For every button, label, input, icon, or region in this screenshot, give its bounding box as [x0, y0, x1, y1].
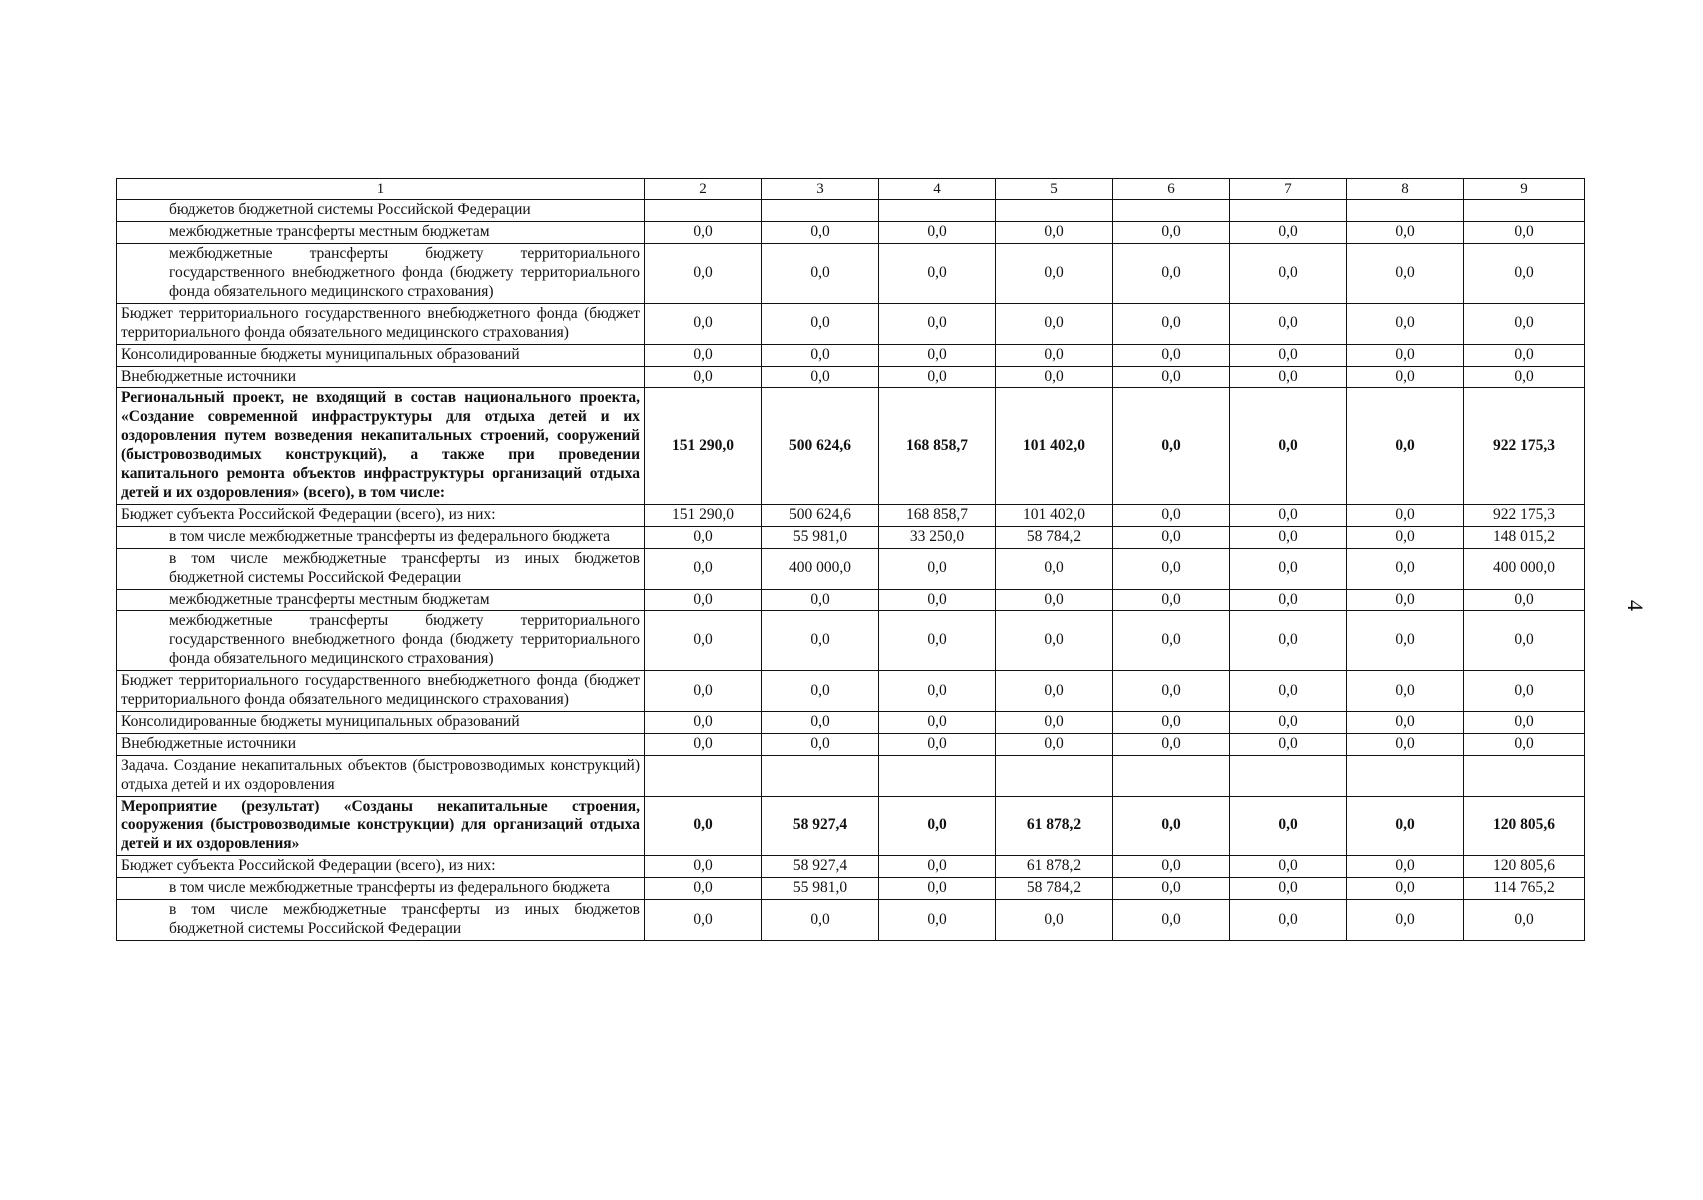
value-cell: 0,0 [996, 303, 1113, 344]
value-cell: 0,0 [996, 711, 1113, 733]
value-cell: 0,0 [1347, 222, 1464, 244]
value-cell: 0,0 [1464, 222, 1585, 244]
value-cell: 61 878,2 [996, 796, 1113, 856]
value-cell: 0,0 [879, 733, 996, 755]
value-cell: 0,0 [645, 733, 762, 755]
row-label: Консолидированные бюджеты муниципальных образований [117, 711, 645, 733]
value-cell: 0,0 [1113, 611, 1230, 671]
value-cell: 0,0 [1347, 548, 1464, 589]
value-cell: 0,0 [879, 611, 996, 671]
value-cell: 0,0 [1347, 711, 1464, 733]
value-cell: 0,0 [879, 222, 996, 244]
row-label: в том числе межбюджетные трансферты из иных бюджетов бюджетной системы Российской Федерации [117, 900, 645, 941]
value-cell: 500 624,6 [762, 388, 879, 504]
row-label: Бюджет территориального государственного внебюджетного фонда (бюджет территориального фонда обязательного медицинского страхования) [117, 671, 645, 712]
row-label: в том числе межбюджетные трансферты из федерального бюджета [117, 526, 645, 548]
value-cell: 0,0 [1113, 388, 1230, 504]
value-cell: 0,0 [879, 244, 996, 304]
value-cell: 0,0 [1347, 526, 1464, 548]
value-cell: 0,0 [879, 878, 996, 900]
value-cell: 0,0 [1230, 856, 1347, 878]
value-cell: 0,0 [1464, 611, 1585, 671]
row-label: Региональный проект, не входящий в состав национального проекта, «Создание современной инфраструктуры для отдыха детей и их оздоровления путем возведения некапитальных строений, сооружений (быстровозводимых конструкций), а также при проведении капитального ремонта объектов инфраструктуры организаций отдыха детей и их оздоровления» (всего), в том числе: [117, 388, 645, 504]
column-header: 7 [1230, 179, 1347, 200]
value-cell: 0,0 [1113, 796, 1230, 856]
value-cell: 0,0 [762, 344, 879, 366]
row-label: межбюджетные трансферты бюджету территориального государственного внебюджетного фонда (бюджету территориального фонда обязательного медицинского страхования) [117, 244, 645, 304]
row-label: Консолидированные бюджеты муниципальных образований [117, 344, 645, 366]
column-header: 5 [996, 179, 1113, 200]
page-number: 4 [1623, 600, 1648, 611]
table-row [117, 900, 1585, 941]
value-cell: 0,0 [1230, 900, 1347, 941]
value-cell: 0,0 [1347, 244, 1464, 304]
value-cell [1230, 200, 1347, 222]
table-row [117, 796, 1585, 856]
value-cell: 0,0 [879, 589, 996, 611]
value-cell: 0,0 [1113, 711, 1230, 733]
value-cell: 0,0 [1113, 504, 1230, 526]
value-cell: 0,0 [645, 711, 762, 733]
value-cell: 151 290,0 [645, 388, 762, 504]
value-cell: 0,0 [1113, 366, 1230, 388]
value-cell: 0,0 [1113, 733, 1230, 755]
value-cell: 400 000,0 [762, 548, 879, 589]
value-cell: 0,0 [1113, 526, 1230, 548]
value-cell [1113, 200, 1230, 222]
table-row [117, 548, 1585, 589]
row-label: бюджетов бюджетной системы Российской Федерации [117, 200, 645, 222]
value-cell: 0,0 [1230, 733, 1347, 755]
value-cell: 58 784,2 [996, 878, 1113, 900]
table-row [117, 526, 1585, 548]
table-row [117, 244, 1585, 304]
value-cell: 0,0 [1113, 548, 1230, 589]
row-label: межбюджетные трансферты местным бюджетам [117, 222, 645, 244]
value-cell: 0,0 [1347, 611, 1464, 671]
value-cell: 168 858,7 [879, 504, 996, 526]
row-label: Бюджет территориального государственного внебюджетного фонда (бюджет территориального фонда обязательного медицинского страхования) [117, 303, 645, 344]
value-cell: 0,0 [762, 733, 879, 755]
value-cell: 0,0 [996, 589, 1113, 611]
value-cell: 0,0 [1464, 671, 1585, 712]
value-cell: 0,0 [1230, 711, 1347, 733]
value-cell [1113, 755, 1230, 796]
value-cell: 0,0 [1113, 878, 1230, 900]
value-cell: 0,0 [1113, 589, 1230, 611]
value-cell: 0,0 [1230, 611, 1347, 671]
value-cell: 0,0 [1113, 344, 1230, 366]
value-cell: 0,0 [879, 900, 996, 941]
value-cell: 0,0 [996, 344, 1113, 366]
value-cell: 0,0 [879, 548, 996, 589]
value-cell: 0,0 [1464, 711, 1585, 733]
value-cell: 0,0 [645, 671, 762, 712]
table-row [117, 303, 1585, 344]
value-cell: 58 927,4 [762, 796, 879, 856]
table-row [117, 671, 1585, 712]
table-row [117, 344, 1585, 366]
value-cell: 0,0 [645, 796, 762, 856]
value-cell: 0,0 [1347, 388, 1464, 504]
value-cell [645, 200, 762, 222]
value-cell: 0,0 [645, 900, 762, 941]
value-cell: 0,0 [645, 611, 762, 671]
value-cell [1347, 755, 1464, 796]
table-row [117, 589, 1585, 611]
value-cell: 0,0 [645, 366, 762, 388]
value-cell: 0,0 [996, 222, 1113, 244]
table-row [117, 504, 1585, 526]
value-cell: 0,0 [1347, 366, 1464, 388]
value-cell: 61 878,2 [996, 856, 1113, 878]
value-cell: 0,0 [996, 733, 1113, 755]
value-cell: 120 805,6 [1464, 856, 1585, 878]
value-cell: 0,0 [645, 856, 762, 878]
value-cell: 0,0 [762, 244, 879, 304]
value-cell [645, 755, 762, 796]
value-cell: 0,0 [645, 589, 762, 611]
value-cell: 0,0 [762, 222, 879, 244]
value-cell: 0,0 [1464, 366, 1585, 388]
value-cell [996, 755, 1113, 796]
value-cell: 0,0 [1347, 671, 1464, 712]
table-row [117, 856, 1585, 878]
value-cell: 0,0 [1464, 244, 1585, 304]
value-cell: 0,0 [1230, 222, 1347, 244]
value-cell: 0,0 [1464, 589, 1585, 611]
value-cell: 151 290,0 [645, 504, 762, 526]
value-cell: 101 402,0 [996, 504, 1113, 526]
value-cell: 0,0 [1464, 733, 1585, 755]
value-cell: 55 981,0 [762, 526, 879, 548]
value-cell: 400 000,0 [1464, 548, 1585, 589]
column-header: 3 [762, 179, 879, 200]
value-cell: 0,0 [1347, 344, 1464, 366]
value-cell: 0,0 [1230, 796, 1347, 856]
value-cell: 0,0 [1230, 548, 1347, 589]
value-cell: 0,0 [879, 856, 996, 878]
value-cell: 0,0 [1230, 388, 1347, 504]
column-header: 2 [645, 179, 762, 200]
value-cell: 0,0 [1113, 303, 1230, 344]
value-cell: 0,0 [762, 366, 879, 388]
value-cell: 0,0 [645, 344, 762, 366]
value-cell: 0,0 [1113, 900, 1230, 941]
value-cell [996, 200, 1113, 222]
value-cell [879, 200, 996, 222]
value-cell: 0,0 [645, 244, 762, 304]
value-cell [1230, 755, 1347, 796]
column-header: 4 [879, 179, 996, 200]
value-cell [1464, 200, 1585, 222]
table-body [117, 179, 1585, 941]
value-cell: 0,0 [1230, 344, 1347, 366]
value-cell: 0,0 [762, 611, 879, 671]
row-label: Внебюджетные источники [117, 366, 645, 388]
table-row [117, 200, 1585, 222]
value-cell [1464, 755, 1585, 796]
value-cell: 0,0 [1230, 303, 1347, 344]
row-label: Бюджет субъекта Российской Федерации (всего), из них: [117, 856, 645, 878]
value-cell: 0,0 [762, 303, 879, 344]
row-label: межбюджетные трансферты бюджету территориального государственного внебюджетного фонда (бюджету территориального фонда обязательного медицинского страхования) [117, 611, 645, 671]
budget-table [116, 178, 1585, 941]
value-cell: 922 175,3 [1464, 388, 1585, 504]
value-cell: 500 624,6 [762, 504, 879, 526]
value-cell: 0,0 [996, 671, 1113, 712]
value-cell: 0,0 [996, 900, 1113, 941]
value-cell: 0,0 [1347, 589, 1464, 611]
value-cell: 0,0 [1230, 589, 1347, 611]
value-cell: 0,0 [762, 711, 879, 733]
value-cell: 33 250,0 [879, 526, 996, 548]
value-cell: 0,0 [1230, 504, 1347, 526]
row-label: в том числе межбюджетные трансферты из федерального бюджета [117, 878, 645, 900]
value-cell [762, 200, 879, 222]
value-cell: 0,0 [762, 589, 879, 611]
value-cell: 0,0 [1113, 244, 1230, 304]
value-cell: 0,0 [1230, 526, 1347, 548]
value-cell: 0,0 [1347, 900, 1464, 941]
value-cell: 148 015,2 [1464, 526, 1585, 548]
row-label: Внебюджетные источники [117, 733, 645, 755]
table-row [117, 878, 1585, 900]
value-cell [879, 755, 996, 796]
value-cell: 0,0 [996, 244, 1113, 304]
value-cell: 0,0 [645, 303, 762, 344]
table-row [117, 222, 1585, 244]
value-cell: 0,0 [1347, 878, 1464, 900]
value-cell: 0,0 [996, 611, 1113, 671]
value-cell: 922 175,3 [1464, 504, 1585, 526]
row-label: в том числе межбюджетные трансферты из иных бюджетов бюджетной системы Российской Федерации [117, 548, 645, 589]
value-cell: 55 981,0 [762, 878, 879, 900]
column-header: 1 [117, 179, 645, 200]
value-cell: 0,0 [879, 671, 996, 712]
value-cell: 0,0 [1230, 366, 1347, 388]
value-cell: 0,0 [645, 222, 762, 244]
column-header: 6 [1113, 179, 1230, 200]
value-cell: 0,0 [1464, 900, 1585, 941]
value-cell: 0,0 [1230, 878, 1347, 900]
row-label: межбюджетные трансферты местным бюджетам [117, 589, 645, 611]
value-cell: 0,0 [1230, 244, 1347, 304]
table-row [117, 366, 1585, 388]
value-cell: 0,0 [1113, 671, 1230, 712]
value-cell: 0,0 [645, 526, 762, 548]
table-row [117, 755, 1585, 796]
value-cell: 0,0 [762, 671, 879, 712]
value-cell: 0,0 [1464, 303, 1585, 344]
table-row [117, 611, 1585, 671]
value-cell: 0,0 [1230, 671, 1347, 712]
value-cell: 120 805,6 [1464, 796, 1585, 856]
row-label: Задача. Создание некапитальных объектов (быстровозводимых конструкций) отдыха детей и их оздоровления [117, 755, 645, 796]
value-cell: 0,0 [1347, 733, 1464, 755]
column-header: 9 [1464, 179, 1585, 200]
header-row [117, 179, 1585, 200]
value-cell: 0,0 [645, 548, 762, 589]
value-cell: 0,0 [879, 711, 996, 733]
value-cell: 0,0 [879, 796, 996, 856]
value-cell: 114 765,2 [1464, 878, 1585, 900]
value-cell: 0,0 [645, 878, 762, 900]
value-cell: 0,0 [879, 303, 996, 344]
value-cell: 0,0 [879, 366, 996, 388]
value-cell: 0,0 [996, 548, 1113, 589]
row-label: Бюджет субъекта Российской Федерации (всего), из них: [117, 504, 645, 526]
table-row [117, 388, 1585, 504]
value-cell: 0,0 [1347, 856, 1464, 878]
value-cell: 168 858,7 [879, 388, 996, 504]
value-cell [1347, 200, 1464, 222]
row-label: Мероприятие (результат) «Созданы некапитальные строения, сооружения (быстровозводимые конструкции) для организаций отдыха детей и их оздоровления» [117, 796, 645, 856]
column-header: 8 [1347, 179, 1464, 200]
table-row [117, 711, 1585, 733]
value-cell: 0,0 [1113, 222, 1230, 244]
value-cell [762, 755, 879, 796]
value-cell: 0,0 [1464, 344, 1585, 366]
value-cell: 0,0 [762, 900, 879, 941]
value-cell: 101 402,0 [996, 388, 1113, 504]
value-cell: 0,0 [1347, 504, 1464, 526]
table-row [117, 733, 1585, 755]
value-cell: 0,0 [1347, 796, 1464, 856]
value-cell: 0,0 [879, 344, 996, 366]
value-cell: 58 927,4 [762, 856, 879, 878]
value-cell: 0,0 [1347, 303, 1464, 344]
value-cell: 0,0 [996, 366, 1113, 388]
value-cell: 58 784,2 [996, 526, 1113, 548]
value-cell: 0,0 [1113, 856, 1230, 878]
